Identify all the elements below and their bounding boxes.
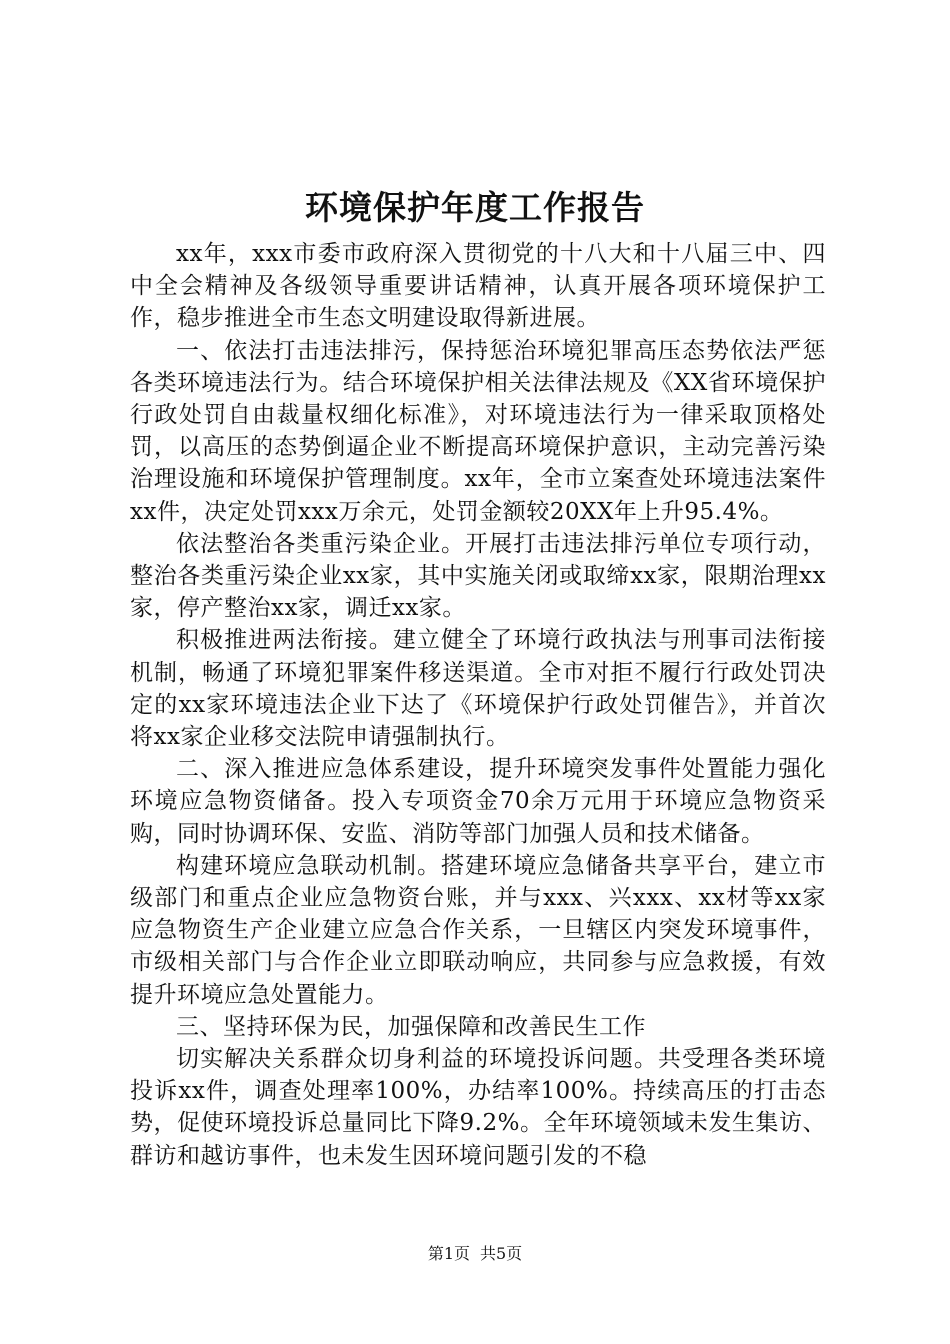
paragraph: 切实解决关系群众切身利益的环境投诉问题。共受理各类环境投诉xx件，调查处理率100%，办结率100%。持续高压的打击态势，促使环境投诉总量同比下降9.2%。全年环境领域未发生集访、群访和越访事件，也未发生因环境问题引发的不稳 xyxy=(130,1046,826,1169)
document-title: 环境保护年度工作报告 xyxy=(305,188,645,227)
paragraph: 一、依法打击违法排污，保持惩治环境犯罪高压态势依法严惩各类环境违法行为。结合环境保护相关法律法规及《XX省环境保护行政处罚自由裁量权细化标准》，对环境违法行为一律采取顶格处罚，以高压的态势倒逼企业不断提高环境保护意识，主动完善污染治理设施和环境保护管理制度。xx年，全市立案查处环境违法案件xx件，决定处罚xxx万余元，处罚金额较20XX年上升95.4%。 xyxy=(130,337,826,525)
paragraph: 构建环境应急联动机制。搭建环境应急储备共享平台，建立市级部门和重点企业应急物资台账，并与xxx、兴xxx、xx材等xx家应急物资生产企业建立应急合作关系，一旦辖区内突发环境事件，市级相关部门与合作企业立即联动响应，共同参与应急救援，有效提升环境应急处置能力。 xyxy=(130,852,826,1008)
paragraph: 依法整治各类重污染企业。开展打击违法排污单位专项行动，整治各类重污染企业xx家，其中实施关闭或取缔xx家，限期治理xx家，停产整治xx家，调迁xx家。 xyxy=(130,530,826,622)
paragraph: 二、深入推进应急体系建设，提升环境突发事件处置能力强化环境应急物资储备。投入专项资金70余万元用于环境应急物资采购，同时协调环保、安监、消防等部门加强人员和技术储备。 xyxy=(130,756,826,847)
page-number: 第1页 xyxy=(427,1244,470,1263)
document-body xyxy=(130,238,826,1172)
page-footer xyxy=(0,1244,950,1264)
section-heading: 三、坚持环保为民，加强保障和改善民生工作 xyxy=(176,1013,646,1040)
paragraph: xx年，xxx市委市政府深入贯彻党的十八大和十八届三中、四中全会精神及各级领导重要讲话精神，认真开展各项环境保护工作，稳步推进全市生态文明建设取得新进展。 xyxy=(130,241,826,332)
page-total: 共5页 xyxy=(480,1244,523,1263)
paragraph: 积极推进两法衔接。建立健全了环境行政执法与刑事司法衔接机制，畅通了环境犯罪案件移送渠道。全市对拒不履行行政处罚决定的xx家环境违法企业下达了《环境保护行政处罚催告》，并首次将xx家企业移交法院申请强制执行。 xyxy=(130,627,826,751)
